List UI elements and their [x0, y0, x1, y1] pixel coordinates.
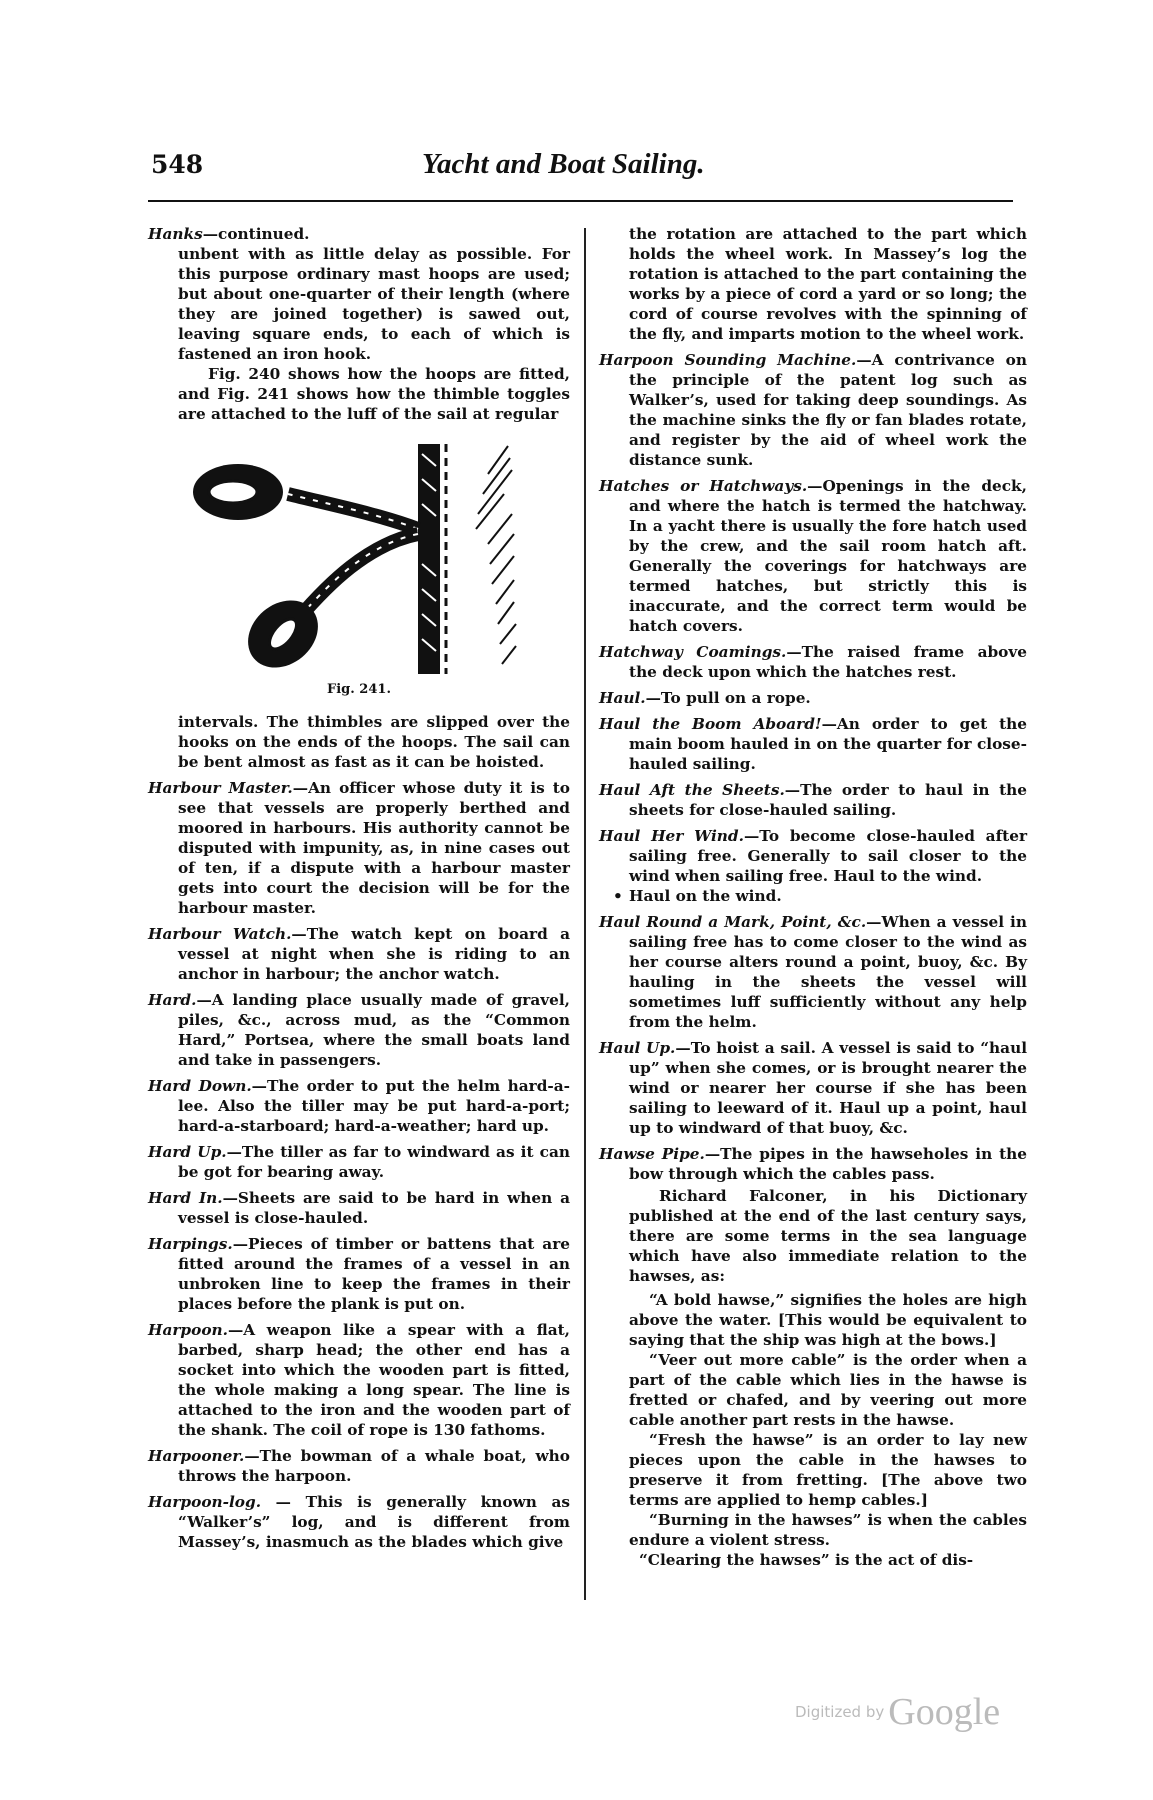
glossary-entry: Hawse Pipe.—The pipes in the hawseholes in the bow through which the cables pass. [599, 1145, 1027, 1183]
glossary-entry: Hard.—A landing place usually made of gravel, piles, &c., across mud, as the “Common Hard,” Portsea, where the small boats land and take in passengers. [148, 991, 570, 1069]
entry-term: Harpooner. [148, 1447, 245, 1465]
watermark-prefix: Digitized by [795, 1703, 885, 1721]
glossary-entry: Haul.—To pull on a rope. [599, 689, 811, 707]
quote-paragraph: “A bold hawse,” signifies the holes are high above the water. [This would be equivalent to saying that the ship was high at the bows.] [629, 1291, 1027, 1349]
figure-reference-paragraph: Fig. 240 shows how the hoops are fitted, and Fig. 241 shows how the thimble toggles are attached to the luff of the sail at regular [178, 365, 570, 423]
entry-term: Harpoon Sounding Machine. [599, 351, 857, 369]
glossary-entry: Haul Aft the Sheets.—The order to haul in the sheets for close-hauled sailing. [599, 781, 1027, 819]
glossary-entry: Hatches or Hatchways.—Openings in the deck, and where the hatch is termed the hatchway. In a yacht there is usually the fore hatch used by the crew, and the sail room hatch aft. Generally the coverings for hatchways are termed hatches, but strictly this is inaccurate, and the correct term would be hatch covers. [599, 477, 1027, 635]
after-figure-text: intervals. The thimbles are slipped over the hooks on the ends of the hoops. The sail can be bent almost as fast as it can be hoisted. [178, 713, 570, 771]
glossary-entry: Hard In.—Sheets are said to be hard in when a vessel is close-hauled. [148, 1189, 570, 1227]
right-column [599, 224, 1027, 1570]
glossary-entry: Hard Up.—The tiller as far to windward as it can be got for bearing away. [148, 1143, 570, 1181]
entry-term: Hatchway Coamings. [599, 643, 787, 661]
glossary-entry: Harbour Master.—An officer whose duty it is to see that vessels are properly berthed and moored in harbours. His authority cannot be disputed with impunity, as, in nine cases out of ten, if a dispute with a harbour master gets into court the decision will be for the harbour master. [148, 779, 570, 917]
entry-term: Hard Up. [148, 1143, 227, 1161]
entry-term: Harpings. [148, 1235, 233, 1253]
entry-term: Hanks [148, 225, 203, 243]
glossary-entry: Haul Round a Mark, Point, &c.—When a vessel in sailing free has to come closer to the wind as her course alters round a point, buoy, &c. By hauling in the sheets the vessel will sometimes luff sufficiently without any help from the helm. [599, 913, 1027, 1031]
quote-paragraph: “Fresh the hawse” is an order to lay new pieces upon the cable in the hawses to preserve it from fretting. [The above two terms are applied to hemp cables.] [629, 1431, 1027, 1509]
glossary-entry: Harpooner.—The bowman of a whale boat, who throws the harpoon. [148, 1447, 570, 1485]
entry-term: Harbour Master. [148, 779, 293, 797]
continued-text: the rotation are attached to the part which holds the wheel work. In Massey’s log the rotation is attached to the part containing the works by a piece of cord a yard or so long; the cord of course revolves with the spinning of the fly, and imparts motion to the wheel work. [629, 225, 1027, 343]
glossary-entry: Harpoon-log. — This is generally known as “Walker’s” log, and is different from Massey’s, inasmuch as the blades which give [148, 1493, 570, 1551]
column-divider [584, 228, 586, 1600]
continued-text: unbent with as little delay as possible. For this purpose ordinary mast hoops are used; but about one-quarter of their length (where they are joined together) is sawed out, leaving square ends, to each of which is fastened an iron hook. [178, 245, 570, 363]
figure-241 [148, 434, 570, 704]
header-rule [148, 200, 573, 202]
google-logo: Google [888, 1691, 1001, 1733]
glossary-entry: Haul the Boom Aboard!—An order to get the main boom hauled in on the quarter for close-hauled sailing. [599, 715, 1027, 773]
entry-term: Harpoon. [148, 1321, 228, 1339]
entry-term: Harbour Watch. [148, 925, 292, 943]
entry-term: Hawse Pipe. [599, 1145, 705, 1163]
entry-term: Hard. [148, 991, 197, 1009]
glossary-entry: Hard Down.—The order to put the helm hard-a-lee. Also the tiller may be put hard-a-port; hard-a-starboard; hard-a-weather; hard up. [148, 1077, 571, 1135]
quote-paragraph: “Clearing the hawses” is the act of dis- [639, 1551, 974, 1569]
glossary-entry: Harpoon.—A weapon like a spear with a flat, barbed, sharp head; the other end has a socket into which the wooden part is fitted, the whole making a long spear. The line is attached to the iron and the wooden part of the shank. The coil of rope is 130 fathoms. [148, 1321, 570, 1439]
falconer-paragraph: Richard Falconer, in his Dictionary published at the end of the last century says, there are some terms in the sea language which have also immediate relation to the hawses, as: [629, 1187, 1027, 1285]
glossary-entry: Harpoon Sounding Machine.—A contrivance on the principle of the patent log such as Walker’s, used for taking deep soundings. As the machine sinks the fly or fan blades rotate, and register by the aid of wheel work the distance sunk. [599, 351, 1028, 469]
entry-extra-line: • Haul on the wind. [613, 887, 782, 905]
bullet-mark: • [613, 887, 623, 905]
quote-paragraph: “Veer out more cable” is the order when a part of the cable which lies in the hawse is fretted or chafed, and by veering out more cable another part rests in the hawse. [629, 1351, 1027, 1429]
running-title: Yacht and Boat Sailing. [422, 148, 705, 180]
glossary-entry: Haul Up.—To hoist a sail. A vessel is said to “haul up” when she comes, or is brought nearer the wind or nearer her course if she has been sailing to leeward of it. Haul up a point, haul up to windward of that buoy, &c. [599, 1039, 1028, 1137]
figure-caption: Fig. 241. [327, 682, 391, 697]
glossary-entry: Harpings.—Pieces of timber or battens that are fitted around the frames of a vessel in an unbroken line to keep the frames in their places before the plank is put on. [148, 1235, 570, 1313]
entry-term: Haul Round a Mark, Point, &c. [599, 913, 867, 931]
continued-heading: Hanks—continued. [148, 225, 310, 243]
thimble-toggle-illustration [178, 434, 558, 674]
digitized-watermark [795, 1690, 1000, 1734]
quote-paragraph: “Burning in the hawses” is when the cables endure a violent stress. [629, 1511, 1027, 1549]
glossary-entry: Harbour Watch.—The watch kept on board a vessel at night when she is riding to an anchor in harbour; the anchor watch. [148, 925, 571, 983]
entry-term: Harpoon-log. [148, 1493, 262, 1511]
entry-term: Hard Down. [148, 1077, 252, 1095]
entry-term: Hard In. [148, 1189, 223, 1207]
entry-term: Haul Up. [599, 1039, 676, 1057]
left-column [148, 224, 570, 1558]
entry-term: Haul the Boom Aboard! [599, 715, 822, 733]
entry-term: Haul. [599, 689, 646, 707]
entry-term: Hatches or Hatchways. [599, 477, 808, 495]
entry-term: Haul Aft the Sheets. [599, 781, 785, 799]
glossary-entry: Haul Her Wind.—To become close-hauled after sailing free. Generally to sail closer to the wind when sailing free. Haul to the wind. • Haul on the wind. [599, 827, 1028, 905]
entry-term: Haul Her Wind. [599, 827, 744, 845]
page-number: 548 [151, 150, 204, 179]
glossary-entry: Hatchway Coamings.—The raised frame above the deck upon which the hatches rest. [599, 643, 1027, 681]
header-rule-right [573, 200, 1013, 202]
